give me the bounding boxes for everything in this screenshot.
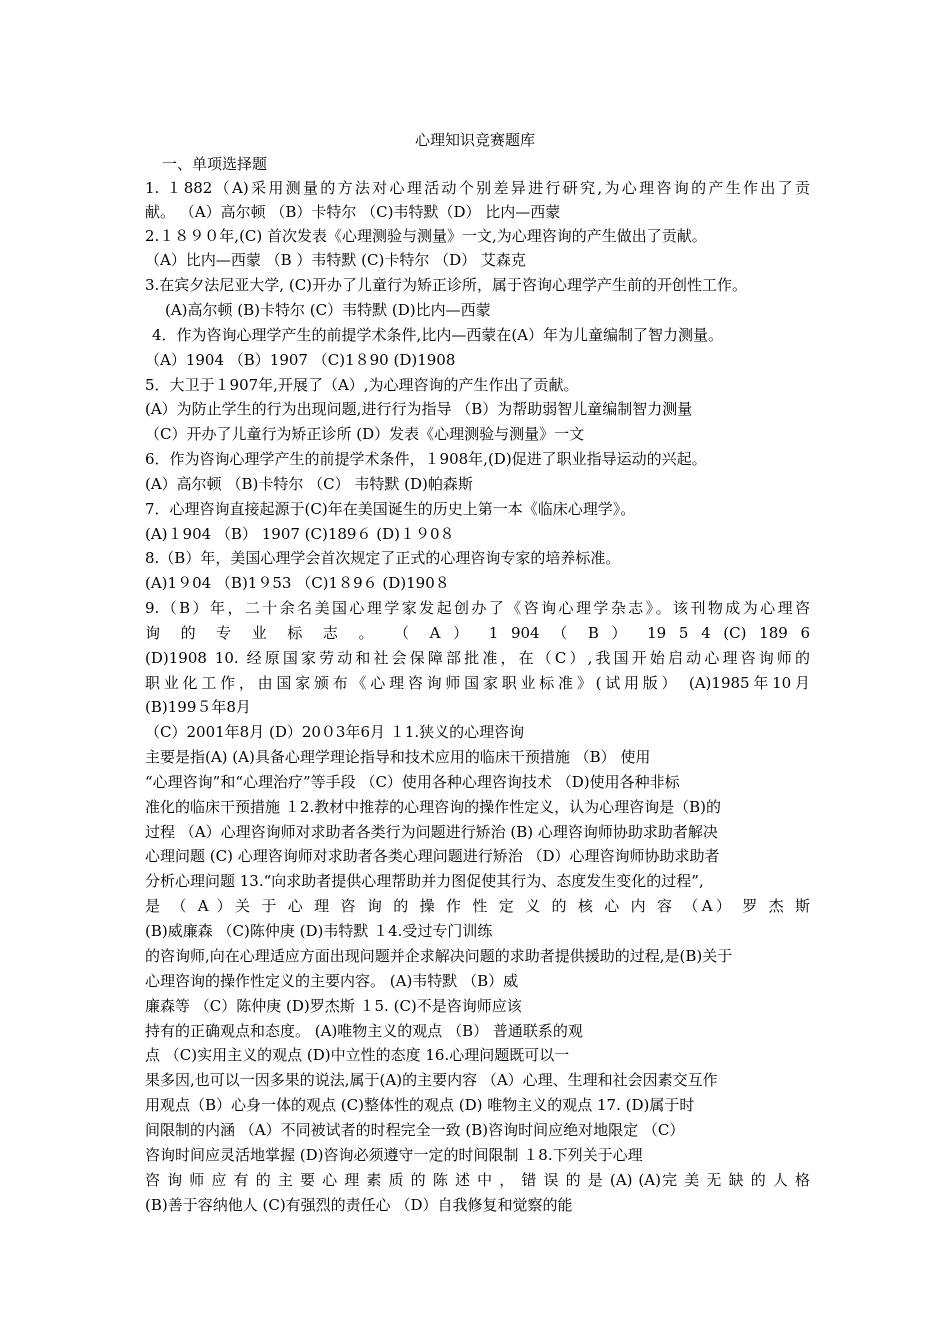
- section-heading: 一、单项选择题: [162, 155, 268, 173]
- text-line: 7．心理咨询直接起源于(C)年在美国诞生的历史上第一本《临床心理学》。: [145, 500, 636, 518]
- text-line: 9.（B）年，二十余名美国心理学家发起创办了《咨询心理学杂志》。该刊物成为心理咨: [145, 599, 810, 617]
- text-line: （A）比内—西蒙 （B ）韦特默 (C)卡特尔 （D） 艾森克: [145, 251, 526, 269]
- text-line: 献。 （A）高尔顿 （B）卡特尔 （C)韦特默（D） 比内—西蒙: [145, 203, 561, 221]
- text-line: 心理咨询的操作性定义的主要内容。 (A)韦特默 （B）威: [145, 972, 519, 990]
- text-line: 过程 （A）心理咨询师对求助者各类行为问题进行矫治 (B) 心理咨询师协助求助者解决: [145, 823, 718, 841]
- text-line: 咨询时间应灵活地掌握 (D)咨询必须遵守一定的时间限制 １8.下列关于心理: [145, 1146, 643, 1164]
- text-line: “心理咨询”和“心理治疗”等手段 （C）使用各种心理咨询技术 （D)使用各种非标: [145, 773, 680, 791]
- text-line: 职业化工作，由国家颁布《心理咨询师国家职业标准》(试用版） (A)1985年10月: [145, 674, 810, 692]
- text-line: 咨 询 师 应 有 的 主 要 心 理 素 质 的 陈 述 中 ， 错 误 的 是 (A) (A)完 美 无 缺 的 人 格: [145, 1171, 810, 1189]
- text-line: (B)善于容纳他人 (C)有强烈的责任心 （D）自我修复和觉察的能: [145, 1196, 573, 1214]
- text-line: (A）高尔顿 （B)卡特尔 （C） 韦特默 (D)帕森斯: [145, 475, 473, 493]
- document-title: 心理知识竞赛题库: [414, 131, 535, 149]
- text-line: (A)1９04 （B)1９53 （C)1８9６ (D)190８: [145, 574, 450, 592]
- text-line: 3.在宾夕法尼亚大学, (C)开办了儿童行为矫正诊所，属于咨询心理学产生前的开创性工作。: [145, 276, 748, 294]
- text-line: 点 （C)实用主义的观点 (D)中立性的态度 16.心理问题既可以一: [145, 1046, 570, 1064]
- text-line: (A)高尔顿 (B)卡特尔 (C）韦特默 (D)比内—西蒙: [165, 301, 491, 319]
- text-line: (D)1908 10. 经原国家劳动和社会保障部批准，在（C）,我国开始启动心理咨询师的: [145, 649, 810, 667]
- text-line: (A)１904 （B） 1907 (C)189６ (D)１９0８: [145, 525, 455, 543]
- text-line: 用观点（B）心身一体的观点 (C)整体性的观点 (D) 唯物主义的观点 17. (D)属于时: [145, 1096, 695, 1114]
- text-line: (A）为防止学生的行为出现问题,进行行为指导 （B）为帮助弱智儿童编制智力测量: [145, 400, 693, 418]
- text-line: (B)威廉森 （C)陈仲庚 (D)韦特默 １4.受过专门训练: [145, 922, 493, 940]
- text-line: 的咨询师,向在心理适应方面出现问题并企求解决问题的求助者提供援助的过程,是(B)关于: [145, 947, 733, 965]
- text-line: 2.１８９０年,(C) 首次发表《心理测验与测量》一文,为心理咨询的产生做出了贡献。: [145, 227, 707, 245]
- text-line: 主要是指(A) (A)具备心理学理论指导和技术应用的临床干预措施 （B） 使用: [145, 748, 651, 766]
- text-line: 6．作为咨询心理学产生的前提学术条件，１908年,(D)促进了职业指导运动的兴起。: [145, 450, 707, 468]
- text-line: 4．作为咨询心理学产生的前提学术条件,比内—西蒙在(A）年为儿童编制了智力测量。: [152, 326, 723, 344]
- text-line: 心理问题 (C) 心理咨询师对求助者各类心理问题进行矫治 （D）心理咨询师协助求助者: [145, 847, 720, 865]
- text-line: （A）1904 （B）1907 （C)1８90 (D)1908: [145, 351, 456, 369]
- text-line: （C）2001年8月 (D）20０3年6月 １1.狭义的心理咨询: [145, 723, 525, 741]
- text-line: （C）开办了儿童行为矫正诊所 (D）发表《心理测验与测量》一文: [145, 425, 585, 443]
- text-line: 果多因,也可以一因多果的说法,属于(A)的主要内容 （A）心理、生理和社会因素交互作: [145, 1071, 718, 1089]
- text-line: 持有的正确观点和态度。 (A)唯物主义的观点 （B） 普通联系的观: [145, 1022, 583, 1040]
- text-line: 8.（B）年，美国心理学会首次规定了正式的心理咨询专家的培养标准。: [145, 549, 621, 567]
- text-line: 是 （ A ）关 于 心 理 咨 询 的 操 作 性 定 义 的 核 心 内 容 （A） 罗 杰 斯: [145, 897, 810, 915]
- text-line: 5．大卫于１907年,开展了（A）,为心理咨询的产生作出了贡献。: [145, 376, 579, 394]
- text-line: 1. １882（A)采用测量的方法对心理活动个别差异进行研究,为心理咨询的产生作出了贡: [145, 179, 810, 197]
- text-line: (B)199５年8月: [145, 698, 251, 716]
- text-line: 询 的 专 业 标 志 。 （ A ） 1 904 （ B ） 19 5 4 (C) 189 6: [145, 624, 810, 642]
- text-line: 分析心理问题 13.“向求助者提供心理帮助并力图促使其行为、态度发生变化的过程”,: [145, 872, 704, 890]
- text-line: 间限制的内涵 （A）不同被试者的时程完全一致 (B)咨询时间应绝对地限定 （C）: [145, 1121, 685, 1139]
- text-line: 廉森等 （C）陈仲庚 (D)罗杰斯 １5. (C)不是咨询师应该: [145, 997, 522, 1015]
- text-line: 准化的临床干预措施 １2.教材中推荐的心理咨询的操作性定义，认为心理咨询是（B)的: [145, 798, 721, 816]
